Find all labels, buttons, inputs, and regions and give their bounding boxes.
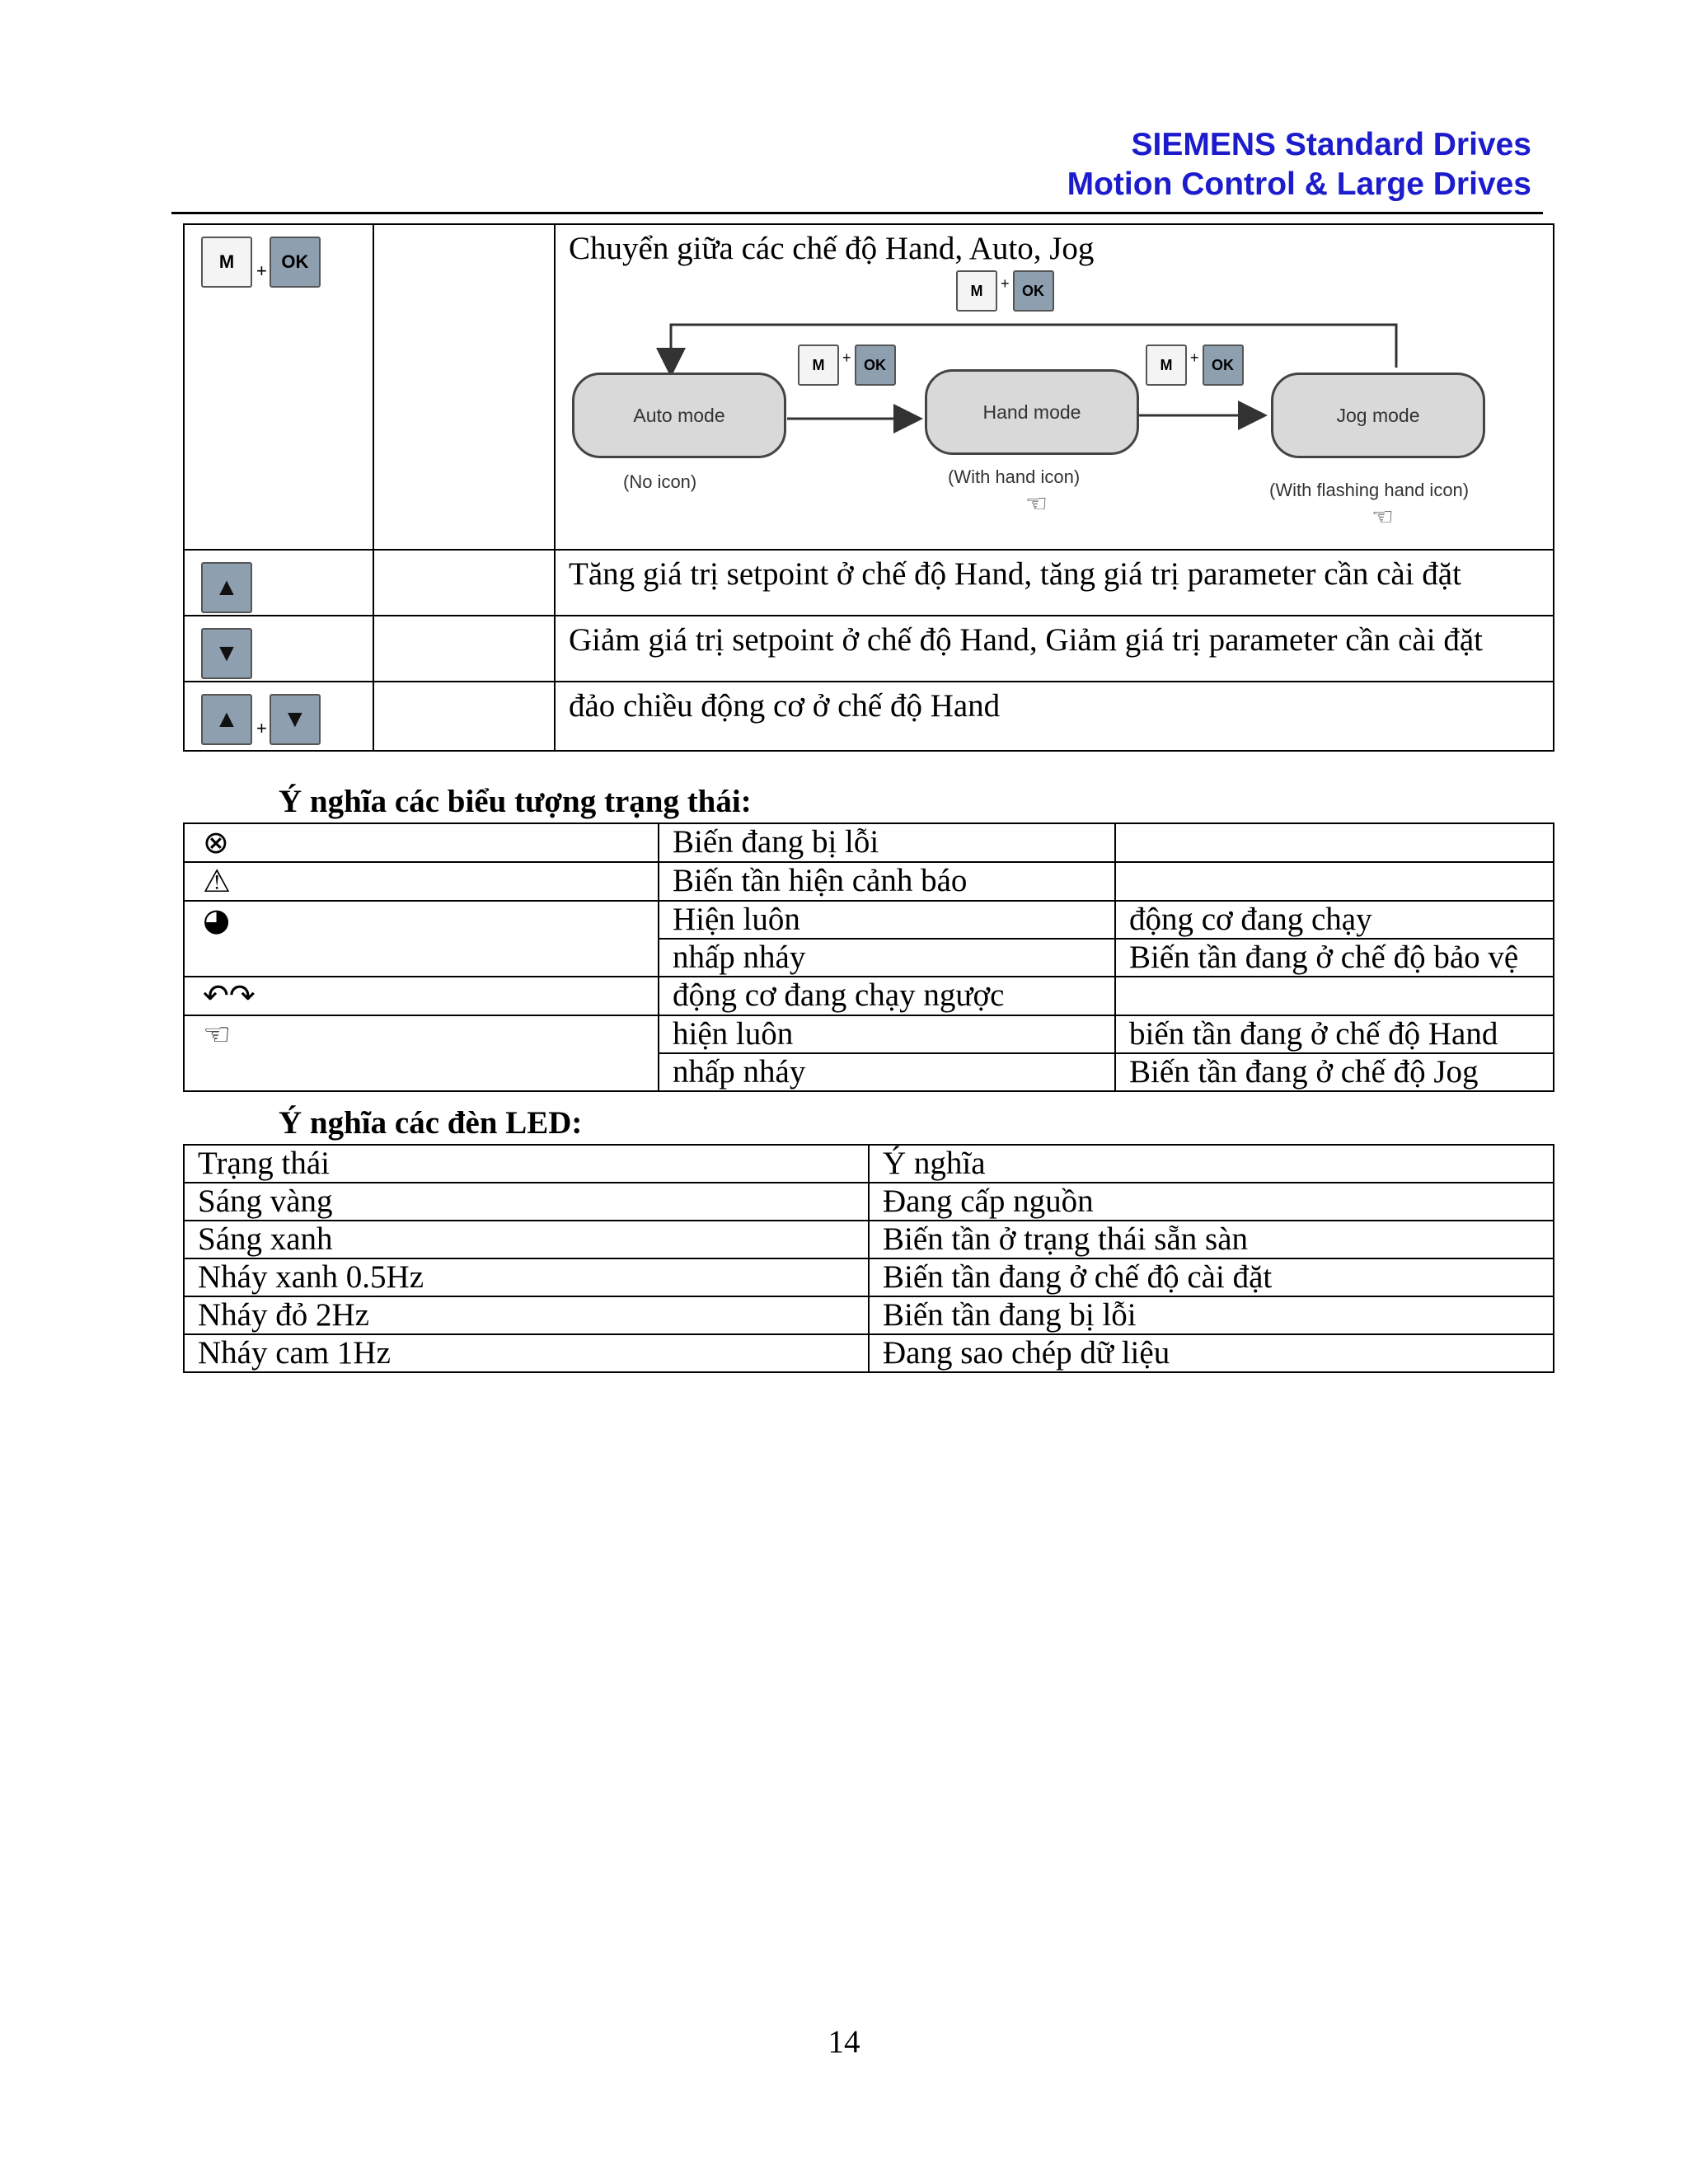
jog-mode-box: Jog mode <box>1271 373 1485 458</box>
led-section-title: Ý nghĩa các đèn LED: <box>279 1105 583 1141</box>
keys-table <box>183 223 1554 752</box>
meaning-cell: Biến tần đang ở chế độ bảo vệ <box>1115 939 1554 977</box>
auto-mode-box: Auto mode <box>572 373 786 458</box>
table-row <box>184 1015 1554 1053</box>
running-icon: ◕ <box>203 902 231 938</box>
up-arrow-key-icon: ▲ <box>201 562 252 613</box>
document-header <box>1067 125 1531 204</box>
state-cell: Biến tần hiện cảnh báo <box>659 862 1115 901</box>
key-cell <box>184 682 373 751</box>
table-row <box>184 1296 1554 1334</box>
hand-mode-box: Hand mode <box>925 369 1139 455</box>
row-description: Giảm giá trị setpoint ở chế độ Hand, Giảm giá trị parameter cần cài đặt <box>555 616 1554 682</box>
table-row <box>184 977 1554 1015</box>
table-row <box>184 616 1554 682</box>
down-arrow-key-icon: ▼ <box>201 628 252 679</box>
m-key-icon: M <box>1146 344 1187 386</box>
table-row <box>184 1183 1554 1221</box>
table-row <box>184 550 1554 616</box>
row-description: Chuyển giữa các chế độ Hand, Auto, Jog <box>569 231 1095 266</box>
up-arrow-key-icon: ▲ <box>201 694 252 745</box>
down-arrow-key-icon: ▼ <box>270 694 321 745</box>
header-rule <box>171 212 1543 214</box>
blank-cell <box>373 550 555 616</box>
state-cell: Hiện luôn <box>659 901 1115 939</box>
page-number: 14 <box>828 2024 860 2060</box>
row-description: Tăng giá trị setpoint ở chế độ Hand, tăng giá trị parameter cần cài đặt <box>555 550 1554 616</box>
icon-cell <box>184 862 659 901</box>
ok-key-icon: OK <box>270 237 321 288</box>
meaning-cell <box>1115 823 1554 862</box>
led-meaning-cell: Biến tần ở trạng thái sẵn sàn <box>869 1221 1554 1258</box>
header-line-2: Motion Control & Large Drives <box>1067 166 1531 202</box>
key-cell <box>184 550 373 616</box>
ok-key-icon: OK <box>855 344 896 386</box>
table-row <box>184 1221 1554 1258</box>
icon-cell <box>184 901 659 977</box>
led-meaning-cell: Đang cấp nguồn <box>869 1183 1554 1221</box>
table-row <box>184 224 1554 550</box>
hand-icon: ☜ <box>203 1016 232 1052</box>
status-icons-table <box>183 823 1554 1092</box>
meaning-cell <box>1115 862 1554 901</box>
warning-icon: ⚠ <box>203 863 232 899</box>
blank-cell <box>373 616 555 682</box>
auto-mode-note: (No icon) <box>623 471 697 492</box>
header-cell-meaning: Ý nghĩa <box>869 1145 1554 1183</box>
led-meaning-cell: Biến tần đang bị lỗi <box>869 1296 1554 1334</box>
state-cell: động cơ đang chạy ngược <box>659 977 1115 1015</box>
blank-cell <box>373 224 555 550</box>
header-line-1: SIEMENS Standard Drives <box>1131 127 1531 162</box>
jog-mode-note: (With flashing hand icon) <box>1269 480 1470 500</box>
hand-to-jog-key-combo: M + OK <box>1146 344 1244 386</box>
hand-mode-note: (With hand icon) <box>948 466 1081 487</box>
state-cell: Biến đang bị lỗi <box>659 823 1115 862</box>
key-cell <box>184 224 373 550</box>
state-cell: hiện luôn <box>659 1015 1115 1053</box>
led-meaning-cell: Biến tần đang ở chế độ cài đặt <box>869 1258 1554 1296</box>
led-state-cell: Nháy xanh 0.5Hz <box>184 1258 869 1296</box>
meaning-cell: động cơ đang chạy <box>1115 901 1554 939</box>
meaning-cell: biến tần đang ở chế độ Hand <box>1115 1015 1554 1053</box>
row-description: đảo chiều động cơ ở chế độ Hand <box>555 682 1554 751</box>
icon-cell <box>184 1015 659 1091</box>
blank-cell <box>373 682 555 751</box>
header-cell-state: Trạng thái <box>184 1145 869 1183</box>
fault-icon: ⊗ <box>203 824 229 860</box>
ok-key-icon: OK <box>1203 344 1244 386</box>
meaning-cell <box>1115 977 1554 1015</box>
table-row <box>184 682 1554 751</box>
hand-icon: ☜ <box>1025 490 1048 518</box>
m-key-icon: M <box>956 270 997 312</box>
table-row <box>184 823 1554 862</box>
state-cell: nhấp nháy <box>659 939 1115 977</box>
reverse-icon: ↶↷ <box>203 977 256 1014</box>
table-row <box>184 1334 1554 1372</box>
ok-key-icon: OK <box>1013 270 1054 312</box>
led-state-cell: Nháy đỏ 2Hz <box>184 1296 869 1334</box>
led-state-cell: Sáng xanh <box>184 1221 869 1258</box>
table-header-row <box>184 1145 1554 1183</box>
led-state-cell: Nháy cam 1Hz <box>184 1334 869 1372</box>
status-section-title: Ý nghĩa các biểu tượng trạng thái: <box>279 784 752 819</box>
table-row <box>184 862 1554 901</box>
led-table <box>183 1144 1554 1373</box>
m-key-icon: M <box>201 237 252 288</box>
mode-diagram <box>569 270 1540 549</box>
state-cell: nhấp nháy <box>659 1053 1115 1091</box>
table-row <box>184 1258 1554 1296</box>
icon-cell <box>184 823 659 862</box>
led-state-cell: Sáng vàng <box>184 1183 869 1221</box>
plus-sign: + <box>256 260 267 281</box>
led-meaning-cell: Đang sao chép dữ liệu <box>869 1334 1554 1372</box>
plus-sign: + <box>256 718 267 738</box>
flashing-hand-icon: ☜ <box>1372 504 1394 531</box>
meaning-cell: Biến tần đang ở chế độ Jog <box>1115 1053 1554 1091</box>
key-cell <box>184 616 373 682</box>
description-cell <box>555 224 1554 550</box>
auto-to-hand-key-combo: M + OK <box>798 344 896 386</box>
top-key-combo: M + OK <box>956 270 1054 312</box>
m-key-icon: M <box>798 344 839 386</box>
icon-cell <box>184 977 659 1015</box>
table-row <box>184 901 1554 939</box>
